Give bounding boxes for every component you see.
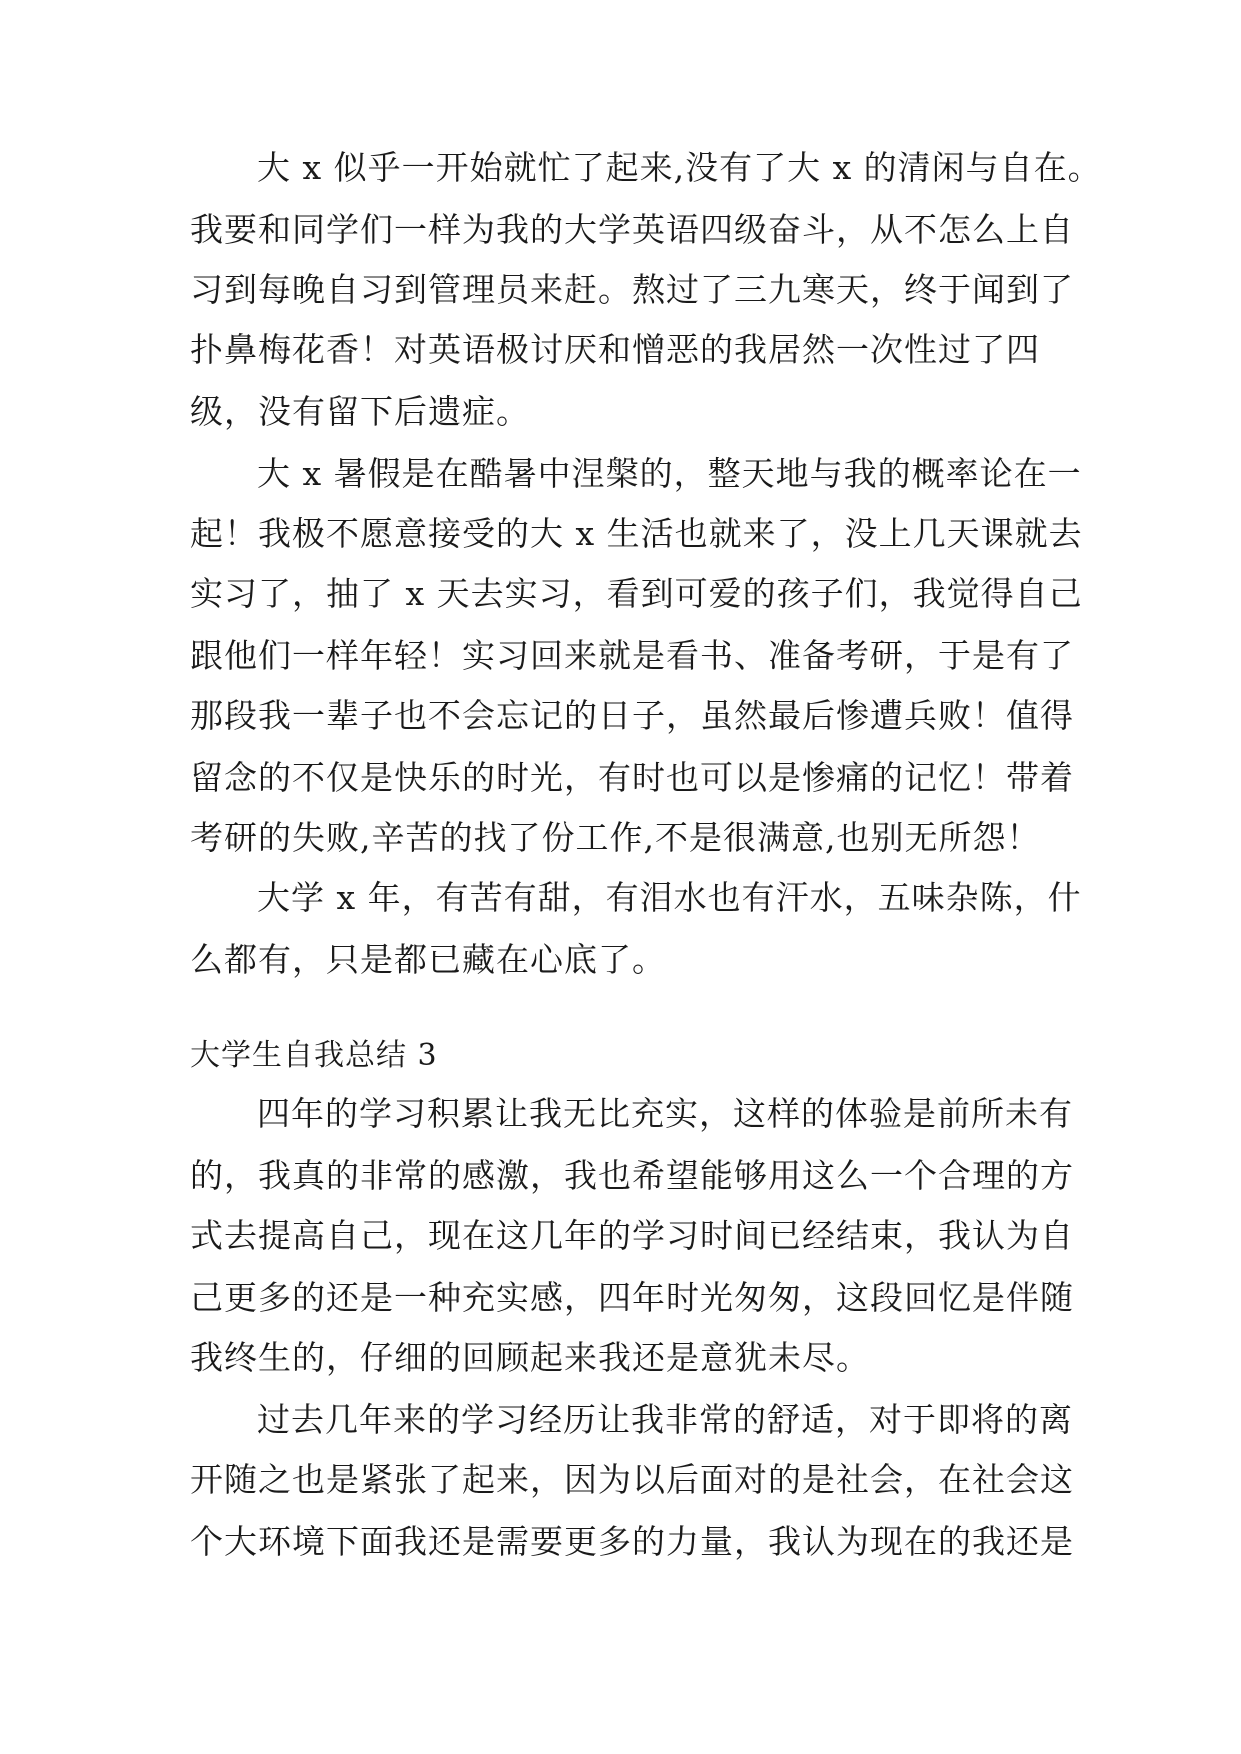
paragraph-1-line-1: 大 x 似乎一开始就忙了起来,没有了大 x 的清闲与自在。: [257, 148, 1102, 187]
paragraph-4-line-2: 的，我真的非常的感激，我也希望能够用这么一个合理的方: [190, 1156, 1074, 1195]
paragraph-2-line-4: 跟他们一样年轻！实习回来就是看书、准备考研，于是有了: [190, 636, 1074, 675]
paragraph-3-line-2: 么都有，只是都已藏在心底了。: [190, 940, 666, 979]
paragraph-4-line-1: 四年的学习积累让我无比充实，这样的体验是前所未有: [257, 1094, 1073, 1133]
paragraph-2-line-5: 那段我一辈子也不会忘记的日子，虽然最后惨遭兵败！值得: [190, 696, 1074, 735]
paragraph-1-line-2: 我要和同学们一样为我的大学英语四级奋斗，从不怎么上自: [190, 210, 1074, 249]
paragraph-1-line-4: 扑鼻梅花香！对英语极讨厌和憎恶的我居然一次性过了四: [190, 330, 1040, 369]
paragraph-4-line-5: 我终生的，仔细的回顾起来我还是意犹未尽。: [190, 1338, 870, 1377]
paragraph-2-line-3: 实习了，抽了 x 天去实习，看到可爱的孩子们，我觉得自己: [190, 574, 1083, 613]
paragraph-2-line-1: 大 x 暑假是在酷暑中涅槃的，整天地与我的概率论在一: [257, 454, 1082, 493]
paragraph-4-line-3: 式去提高自己，现在这几年的学习时间已经结束，我认为自: [190, 1216, 1074, 1255]
section-heading: 大学生自我总结 3: [190, 1038, 438, 1073]
paragraph-3-line-1: 大学 x 年，有苦有甜，有泪水也有汗水，五味杂陈，什: [257, 878, 1082, 917]
paragraph-1-line-5: 级，没有留下后遗症。: [190, 392, 530, 431]
paragraph-1-line-3: 习到每晚自习到管理员来赶。熬过了三九寒天，终于闻到了: [190, 270, 1074, 309]
paragraph-4-line-4: 己更多的还是一种充实感，四年时光匆匆，这段回忆是伴随: [190, 1278, 1074, 1317]
paragraph-5-line-3: 个大环境下面我还是需要更多的力量，我认为现在的我还是: [190, 1522, 1074, 1561]
paragraph-5-line-1: 过去几年来的学习经历让我非常的舒适，对于即将的离: [257, 1400, 1073, 1439]
paragraph-2-line-2: 起！我极不愿意接受的大 x 生活也就来了，没上几天课就去: [190, 514, 1083, 553]
paragraph-2-line-6: 留念的不仅是快乐的时光，有时也可以是惨痛的记忆！带着: [190, 758, 1074, 797]
paragraph-2-line-7: 考研的失败,辛苦的找了份工作,不是很满意,也别无所怨！: [190, 818, 1041, 857]
paragraph-5-line-2: 开随之也是紧张了起来，因为以后面对的是社会，在社会这: [190, 1460, 1074, 1499]
